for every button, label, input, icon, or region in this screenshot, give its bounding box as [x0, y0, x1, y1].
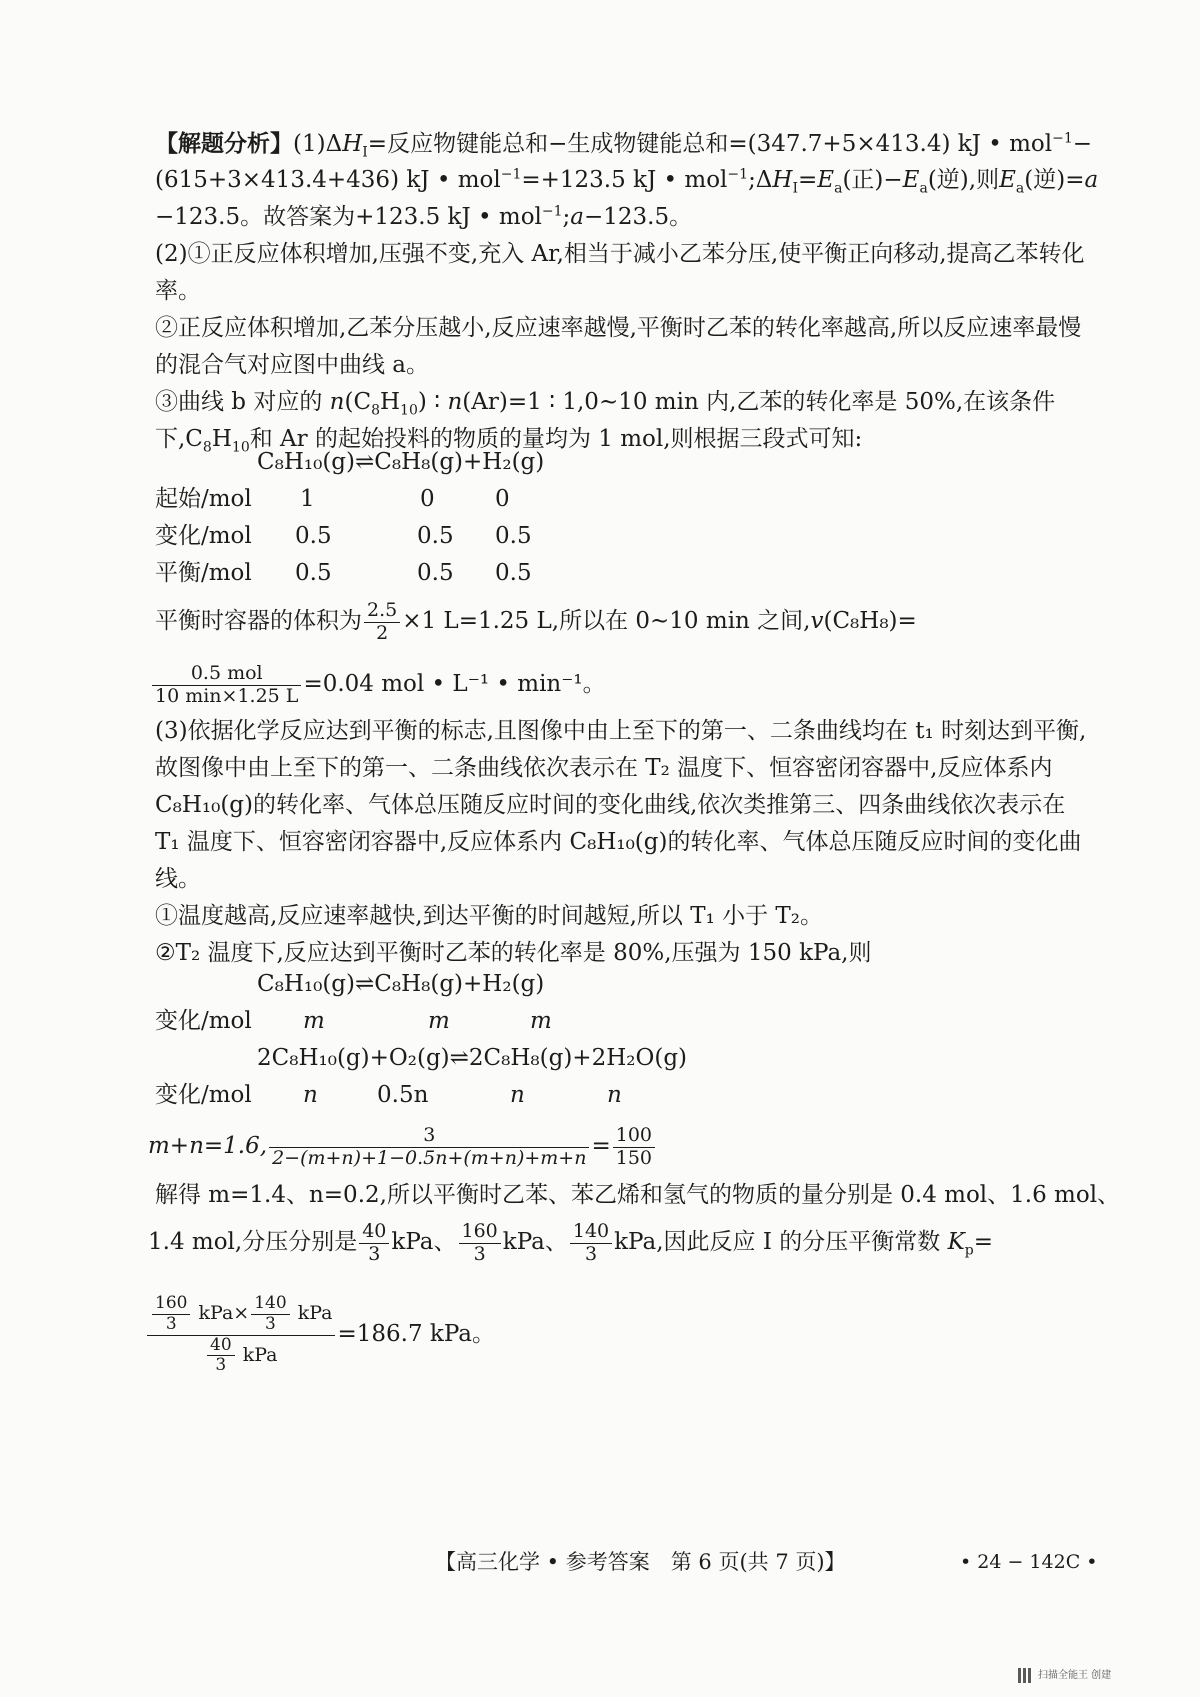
- paragraph-3-1: (3)依据化学反应达到平衡的标志,且图像中由上至下的第一、二条曲线均在 t₁ 时刻达到平衡,故图像中由上至下的第一、二条曲线依次表示在 T₂ 温度下、恒容密闭容器中,反应体系内 C₈H₁₀(g)的转化率、气体总压随反应时间的变化曲线,依次类推第三、四条曲线依次表示在 T₁ 温度下、恒容密闭容器中,反应体系内 C₈H₁₀(g)的转化率、气体总压随反应时间的变化曲线。: [155, 718, 1087, 892]
- paragraph-3-3: ②T₂ 温度下,反应达到平衡时乙苯的转化率是 80%,压强为 150 kPa,则: [155, 940, 872, 966]
- solution-line-1: 解得 m=1.4、n=0.2,所以平衡时乙苯、苯乙烯和氢气的物质的量分别是 0.4 mol、1.6 mol、: [155, 1182, 1121, 1208]
- volume-line: 平衡时容器的体积为 $\frac{2.5}{2}$ ×1 L=1.25 L,所以在 0∼10 min 之间,v(C₈H₈)=: [155, 598, 917, 644]
- paragraph-2-2: ②正反应体积增加,乙苯分压越小,反应速率越慢,平衡时乙苯的转化率越高,所以反应速率最慢的混合气对应图中曲线 a。: [155, 315, 1082, 378]
- fraction-140-3: $\frac{140}{3}$: [570, 1221, 612, 1266]
- partial-pressure-line: 1.4 mol,分压分别是 $\frac{40}{3}$ kPa、 $\frac{160}{3}$ kPa、 $\frac{140}{3}$ kPa,因此反应 Ⅰ 的分压平衡常数 $K_p=$: [148, 1219, 993, 1265]
- kp-fraction: $\frac{160}{3}$ kPa× $\frac{140}{3}$ kPa $\frac{40}{3}$ kPa: [147, 1294, 335, 1375]
- kp-equation: $\frac{160}{3}$ kPa× $\frac{140}{3}$ kPa $\frac{40}{3}$ kPa =186.7 kPa。: [145, 1280, 495, 1388]
- ratio-fraction: $\frac{100}{150}$: [613, 1125, 655, 1170]
- reaction-equation-2: C₈H₁₀(g)⇌C₈H₈(g)+H₂(g): [257, 971, 545, 997]
- volume-fraction: $\frac{2.5}{2}$: [364, 600, 400, 645]
- rate-line: 0.5 mol 10 min×1.25 L =0.04 mol • L⁻¹ • min⁻¹。: [150, 658, 606, 710]
- paragraph-3-2: ①温度越高,反应速率越快,到达平衡的时间越短,所以 T₁ 小于 T₂。: [155, 903, 823, 929]
- analysis-tag: 【解题分析】: [155, 130, 293, 157]
- section-1: [155, 125, 1099, 236]
- fraction-160-3: $\frac{160}{3}$: [459, 1221, 501, 1266]
- section-1-line-1: 【解题分析】$(1)\Delta H_I=$反应物键能总和−生成物键能总和=(347.7+5×413.4) kJ • mol$^{-1}$−: [155, 130, 1093, 161]
- rate-fraction: 0.5 mol 10 min×1.25 L: [152, 663, 301, 708]
- paragraph-2-1: (2)①正反应体积增加,压强不变,充入 Ar,相当于减小乙苯分压,使平衡正向移动,提高乙苯转化率。: [155, 241, 1085, 304]
- reaction-equation-1: C₈H₁₀(g)⇌C₈H₈(g)+H₂(g): [257, 449, 545, 475]
- section-1-line-2: (615+3×413.4+436) kJ • mol$^{-1}$=+123.5 kJ • $mol^{-1};\Delta H_I=E_a$(正)$-E_a$(逆),则$E_a$(逆)=a: [155, 166, 1099, 197]
- qr-code-icon: [1018, 1668, 1033, 1683]
- footer-code: • 24 − 142C •: [960, 1551, 1098, 1573]
- footer-page-info: 【高三化学 • 参考答案 第 6 页(共 7 页)】: [435, 1550, 846, 1574]
- reaction-equation-3: 2C₈H₁₀(g)+O₂(g)⇌2C₈H₈(g)+2H₂O(g): [257, 1045, 688, 1071]
- fraction-40-3: $\frac{40}{3}$: [359, 1221, 389, 1266]
- mn-fraction: $\frac{3}{2-(m+n)+1-0.5n+(m+n)+m+n}$: [269, 1125, 589, 1170]
- section-3: [155, 713, 1090, 972]
- mn-equation: m+n=1.6, $\frac{3}{2-(m+n)+1-0.5n+(m+n)+m+n}$ = $\frac{100}{150}$: [148, 1120, 657, 1172]
- paragraph-2-3: ③曲线 b 对应的 $n(C_8H_{10})$ ∶ n(Ar)=1 ∶ 1,0∼10 min 内,乙苯的转化率是 50%,在该条件 下$,C_8H_{10}$和 Ar 的起始投料的物质的量均为 1 mol,则根据三段式可知:: [155, 389, 1056, 456]
- scanner-watermark: 扫描全能王 创建: [1018, 1668, 1196, 1686]
- section-2: [155, 236, 1090, 458]
- answer-page: 【解题分析】$(1)\Delta H_I=$反应物键能总和−生成物键能总和=(347.7+5×413.4) kJ • mol$^{-1}$− (615+3×413.4+436) kJ • mol$^{-1}$=+123.5 kJ • $mol^{-1};\Delta H_I=E_a$(正)$-E_a$(逆),则$E_a$(逆)=a −123.5。故答案为+123.5 kJ • mol$^{-1}$;a−123.5。 (2)①正反应体积增加,压强不变,充入 Ar,相当于减小乙苯分压,使平衡正向移动,提高乙苯转化率。 ②正反应体积增加,乙苯分压越小,反应速率越慢,平衡时乙苯的转化率越高,所以反应速率最慢的混合气对应图中曲线 a。 ③曲线 b 对应的 $n(C_8H_{10})$ ∶ n(Ar)=1 ∶ 1,0∼10 min 内,乙苯的转化率是 50%,在该条件 下$,C_8H_{10}$和 Ar 的起始投料的物质的量均为 1 mol,则根据三段式可知: C₈H₁₀(g)⇌C₈H₈(g)+H₂(g) 起始/mol 1 0 0 变化/mol 0.5 0.5 0.5 平衡/mol 0.5 0.5 0.5 平衡时容器的体积为 $\frac{2.5}{2}$ ×1 L=1.25 L,所以在 0∼10 min 之间,v(C₈H₈)= 0.5 mol 10 min×1.25 L =0.04 mol • L⁻¹ • min⁻¹。 (3)依据化学反应达到平衡的标志,且图像中由上至下的第一、二条曲线均在 t₁ 时刻达到平衡,故图像中由上至下的第一、二条曲线依次表示在 T₂ 温度下、恒容密闭容器中,反应体系内 C₈H₁₀(g)的转化率、气体总压随反应时间的变化曲线,依次类推第三、四条曲线依次表示在 T₁ 温度下、恒容密闭容器中,反应体系内 C₈H₁₀(g)的转化率、气体总压随反应时间的变化曲线。 ①温度越高,反应速率越快,到达平衡的时间越短,所以 T₁ 小于 T₂。 ②T₂ 温度下,反应达到平衡时乙苯的转化率是 80%,压强为 150 kPa,则 C₈H₁₀(g)⇌C₈H₈(g)+H₂(g) 变化/mol m m m 2C₈H₁₀(g)+O₂(g)⇌2C₈H₈(g)+2H₂O(g) 变化/mol n 0.5n n n m+n=1.6, $\frac{3}{2-(m+n)+1-0.5n+(m+n)+m+n}$ = $\frac{100}{150}$ 解得 m=1.4、n=0.2,所以平衡时乙苯、苯乙烯和氢气的物质的量分别是 0.4 mol、1.6 mol、 1.4 mol,分压分别是 $\frac{40}{3}$ kPa、 $\frac{160}{3}$ kPa、 $\frac{140}{3}$ kPa,因此反应 Ⅰ 的分压平衡常数 $K_p=$ $\frac{160}{3}$ kPa× $\frac{140}{3}$ kPa $\frac{40}{3}$ kPa =186.7 kPa。 【高三化学 • 参考答案 第 6 页(共 7 页)】 • 24 − 142C • 扫描全能王 创建: [0, 0, 1200, 1697]
- section-1-line-3: −123.5。故答案为+123.5 kJ • mol$^{-1}$;a−123.5。: [155, 203, 693, 230]
